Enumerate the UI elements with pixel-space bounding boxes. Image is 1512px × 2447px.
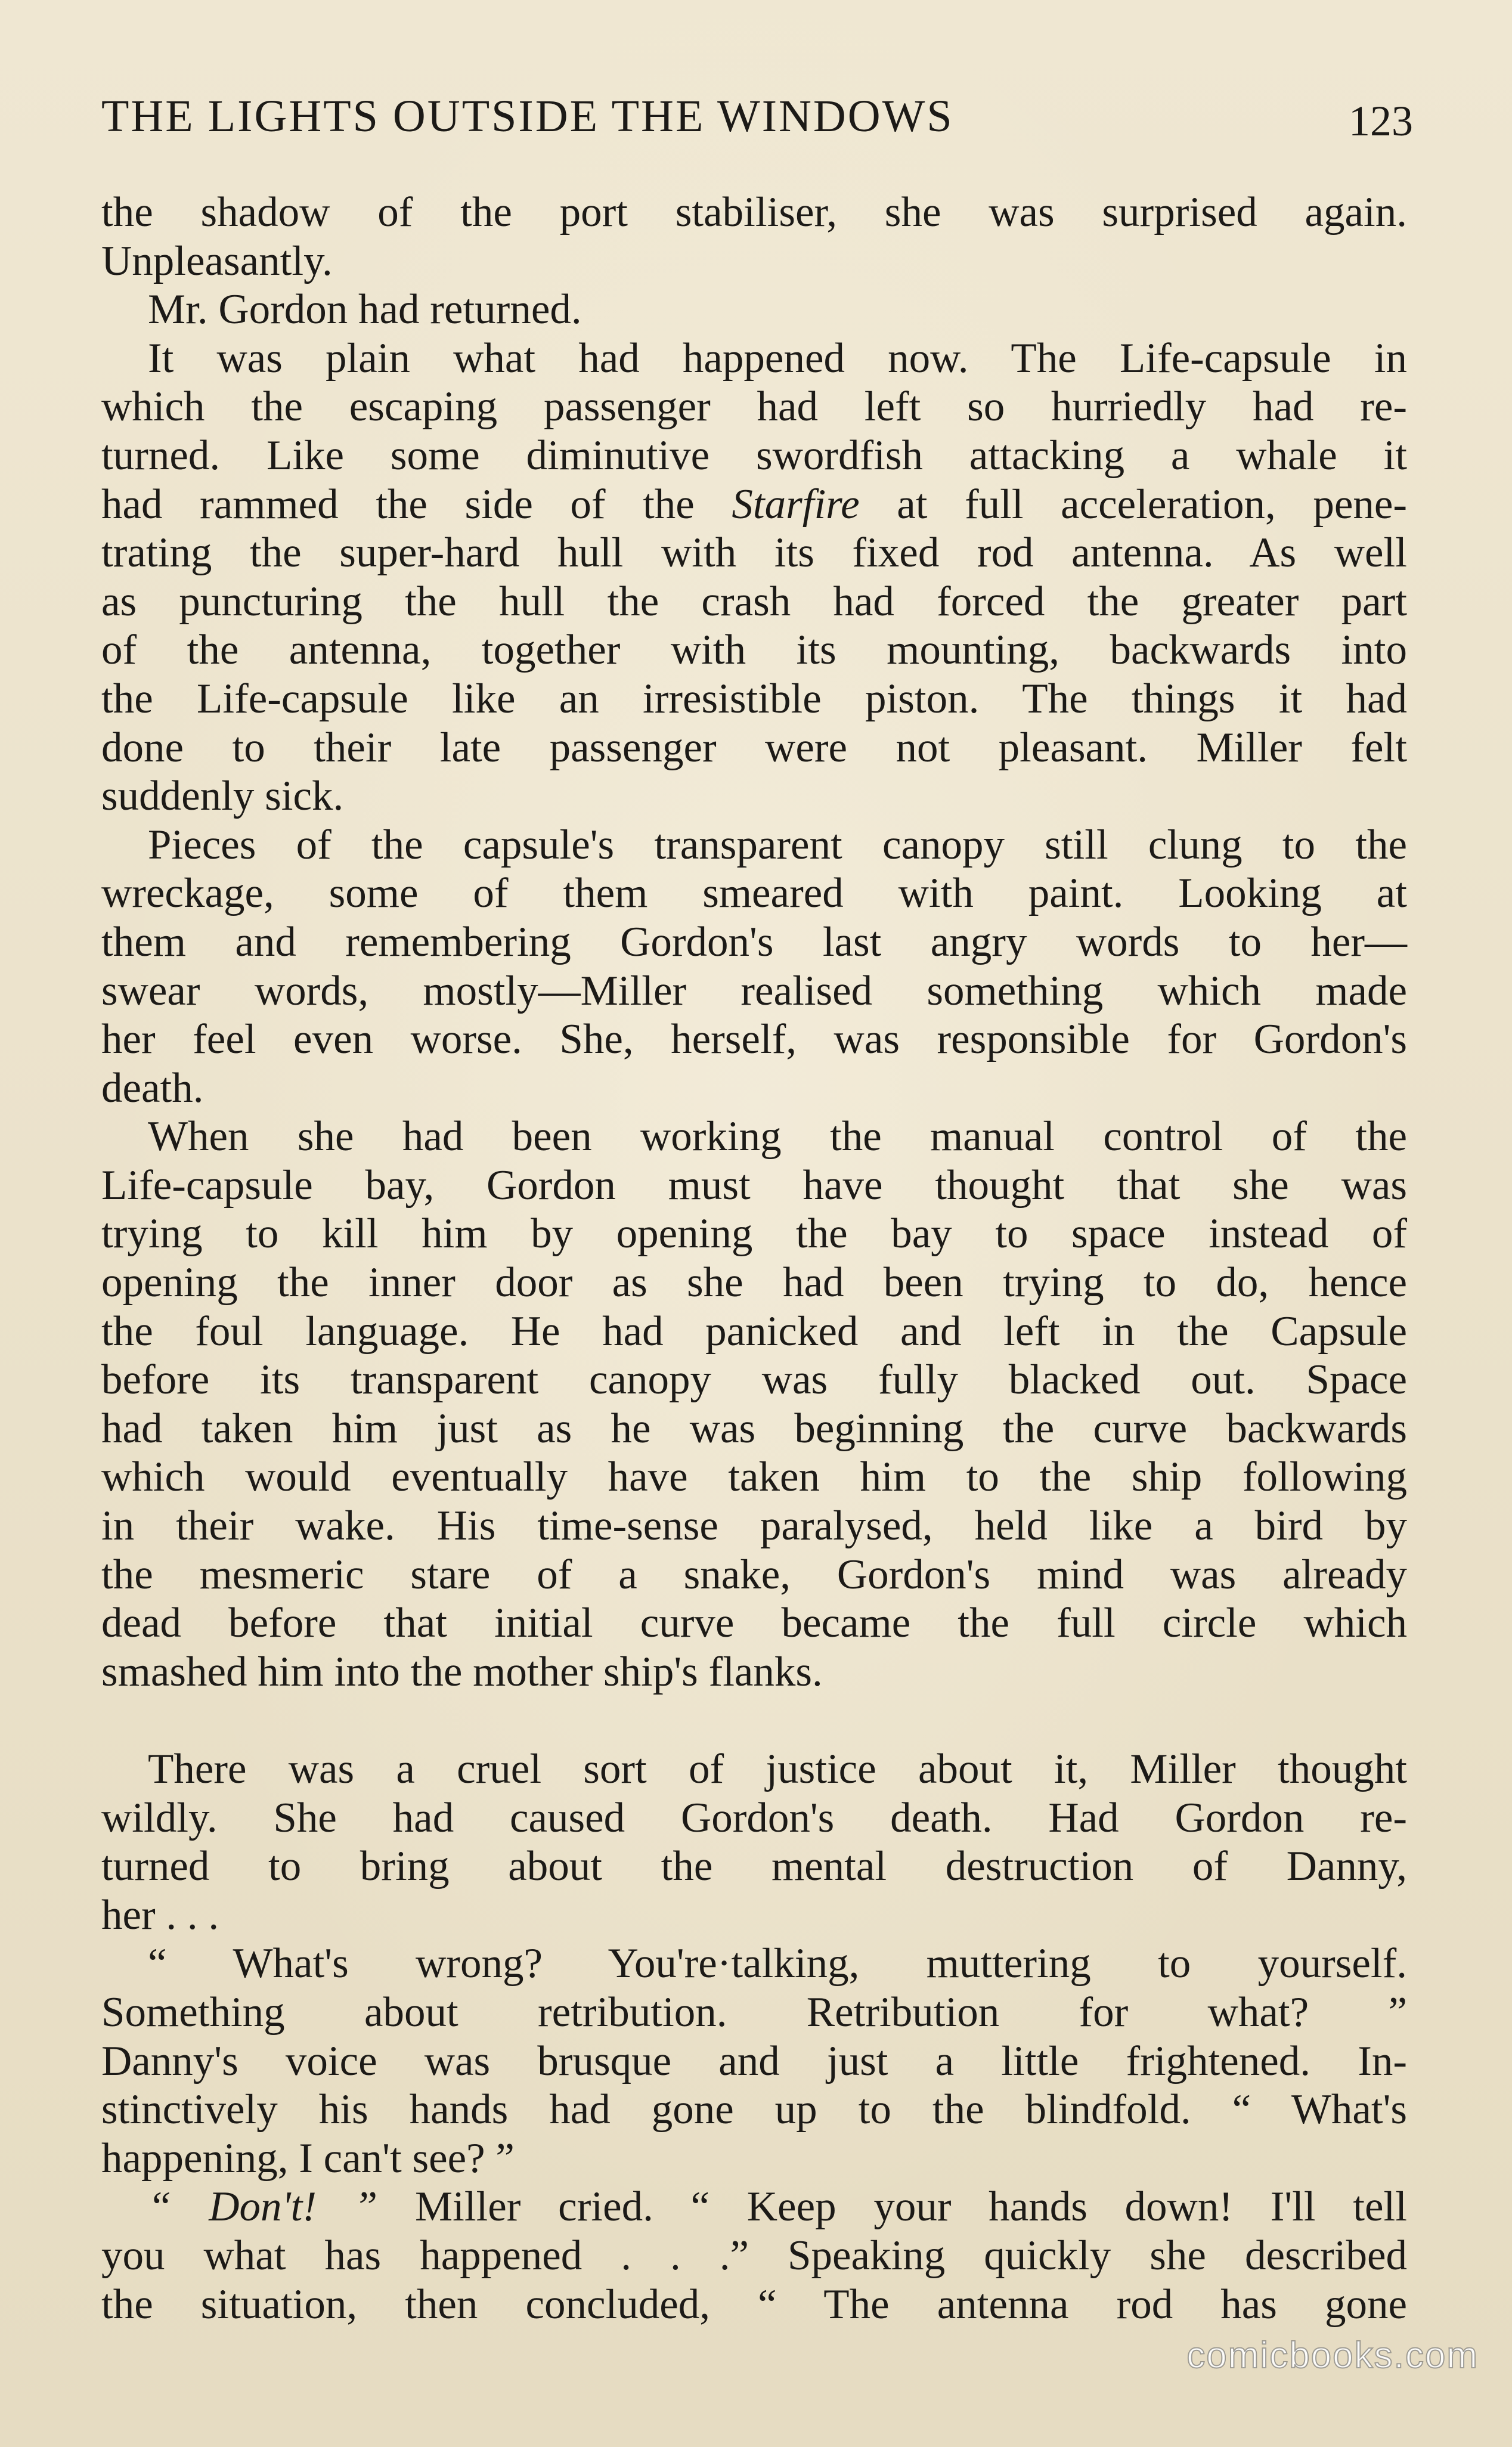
text-line — [101, 2183, 1407, 2232]
text-line: Pieces of the capsule's transparent canopy still clung to the — [148, 821, 1407, 868]
text-line: It was plain what had happened now. The Life-capsule in — [148, 334, 1407, 382]
text-line: stinctively his hands had gone up to the blindfold. “ What's — [101, 2086, 1407, 2133]
text-line: the Life-capsule like an irresistible piston. The things it had — [101, 675, 1407, 722]
text-line: the shadow of the port stabiliser, she was surprised again. — [101, 189, 1407, 236]
text-line: which would eventually have taken him to the ship following — [101, 1454, 1407, 1501]
ship-name: Starfire — [732, 481, 860, 528]
text-line: had taken him just as he was beginning the curve backwards — [101, 1405, 1407, 1452]
text-line: suddenly sick. — [101, 773, 344, 820]
text-line: before its transparent canopy was fully blacked out. Space — [101, 1356, 1407, 1404]
text-line: Mr. Gordon had returned. — [148, 286, 582, 333]
text-line: which the escaping passenger had left so hurriedly had re- — [101, 383, 1407, 430]
text-line — [101, 481, 1407, 529]
text-line: as puncturing the hull the crash had forced the greater part — [101, 578, 1407, 625]
text-line: turned. Like some diminutive swordfish attacking a whale it — [101, 432, 1407, 479]
page-header — [101, 83, 1413, 149]
body-text — [101, 188, 1407, 2329]
text-line: turned to bring about the mental destruction of Danny, — [101, 1843, 1407, 1890]
text-line: wreckage, some of them smeared with paint. Looking at — [101, 870, 1407, 917]
text-line: the situation, then concluded, “ The antenna rod has gone — [101, 2281, 1407, 2328]
text-line: smashed him into the mother ship's flanks. — [101, 1648, 823, 1695]
text-line: her feel even worse. She, herself, was responsible for Gordon's — [101, 1016, 1407, 1063]
text-line: them and remembering Gordon's last angry words to her— — [101, 918, 1407, 965]
text-line: Danny's voice was brusque and just a little frightened. In- — [101, 2037, 1407, 2084]
text-line: in their wake. His time-sense paralysed, held like a bird by — [101, 1503, 1407, 1550]
text-line: dead before that initial curve became the full circle which — [101, 1600, 1407, 1647]
text-line: happening, I can't see? ” — [101, 2135, 515, 2182]
text-line: her . . . — [101, 1891, 219, 1938]
text-segment: Miller cried. “ Keep your hands down! I'll tell — [377, 2183, 1407, 2231]
text-line: Something about retribution. Retribution for what? ” — [101, 1988, 1407, 2036]
text-line: you what has happened . . .” Speaking quickly she described — [101, 2232, 1407, 2279]
text-line: trying to kill him by opening the bay to space instead of — [101, 1210, 1407, 1257]
text-segment: had rammed the side of the — [101, 481, 732, 528]
text-line: done to their late passenger were not pleasant. Miller felt — [101, 724, 1407, 771]
text-line: of the antenna, together with its mounting, backwards into — [101, 627, 1407, 674]
text-line: wildly. She had caused Gordon's death. Had Gordon re- — [101, 1794, 1407, 1841]
text-line: trating the super-hard hull with its fixed rod antenna. As well — [101, 529, 1407, 577]
text-segment: at full acceleration, pene- — [859, 481, 1407, 528]
text-line: There was a cruel sort of justice about it, Miller thought — [148, 1746, 1407, 1792]
page-number: 123 — [1349, 97, 1413, 145]
text-line: Life-capsule bay, Gordon must have thought that she was — [101, 1161, 1407, 1209]
text-line: swear words, mostly—Miller realised something which made — [101, 967, 1407, 1014]
text-line: the mesmeric stare of a snake, Gordon's mind was already — [101, 1551, 1407, 1598]
text-line: Unpleasantly. — [101, 237, 333, 284]
section-break — [101, 1696, 1407, 1745]
text-line: opening the inner door as she had been trying to do, hence — [101, 1259, 1407, 1306]
text-line: “ What's wrong? You're·talking, muttering to yourself. — [148, 1940, 1407, 1987]
text-line: death. — [101, 1064, 204, 1111]
running-head: THE LIGHTS OUTSIDE THE WINDOWS — [101, 91, 954, 141]
text-line: When she had been working the manual control of the — [148, 1113, 1407, 1160]
text-line: the foul language. He had panicked and left in the Capsule — [101, 1308, 1407, 1355]
dialogue-emphasis: “ Don't! ” — [148, 2183, 378, 2231]
watermark: comicbooks.com — [1186, 2335, 1479, 2376]
